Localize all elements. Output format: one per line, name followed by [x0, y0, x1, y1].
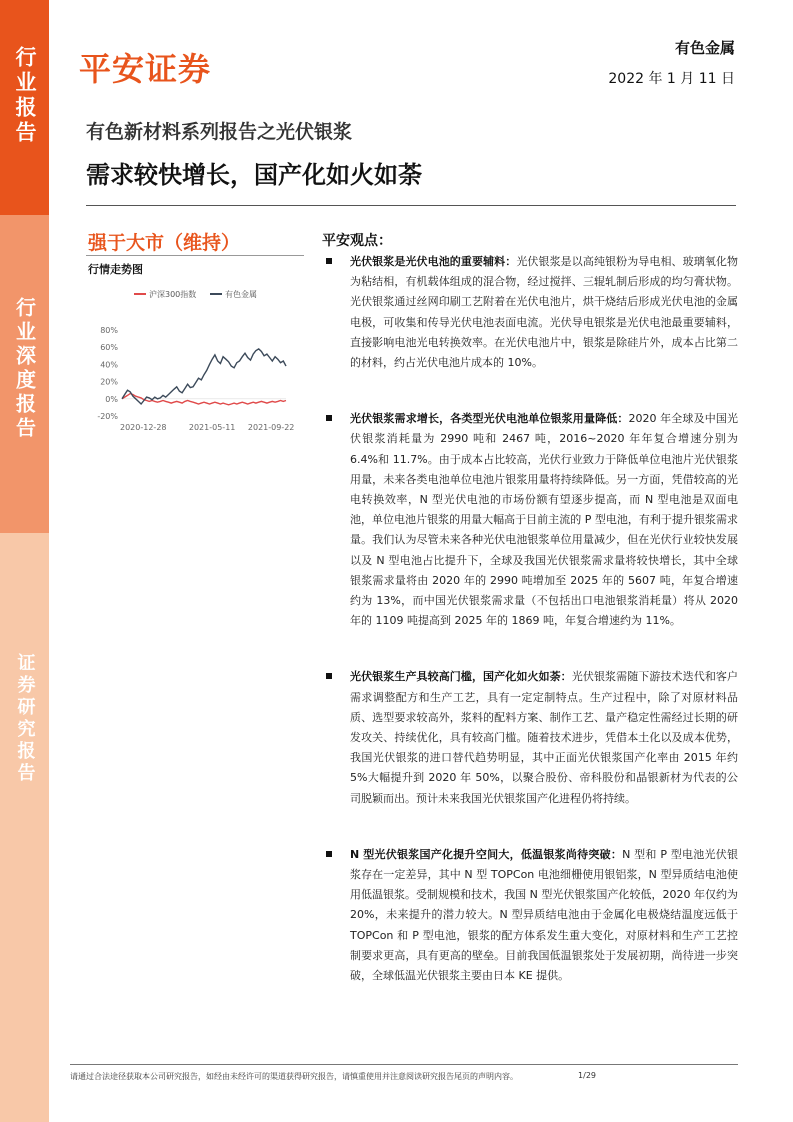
trend-chart [86, 282, 308, 440]
viewpoint-list [322, 252, 738, 986]
viewpoint-item-2 [322, 409, 738, 631]
viewpoint-item-4 [322, 845, 738, 986]
footer-divider [70, 1064, 738, 1065]
viewpoint-body-2: 2020 年全球及中国光伏银浆消耗量为 2990 吨和 2467 吨，2016~2020 年年复合增速分别为 6.4%和 11.7%。由于成本占比较高，光伏行业致力于降低单位电池片光伏银浆用量，未来各类电池单位电池片银浆用量将持续降低。另一方面，凭借较高的光电转换效率，N 型光伏电池的市场份额有望逐步提高，而 N 型电池是双面电池，单位电池片银浆的用量大幅高于目前主流的 P 型电池，有利于提升银浆需求量。我们认为尽管未来各种光伏电池银浆单位用量减少，但在光伏行业较快发展以及 N 型电池占比提升下，全球及我国光伏银浆需求量将较快增长，其中全球银浆需求量将由 2020 年的 2990 吨增加至 2025 年的 5607 吨，年复合增速约为 13%，而中国光伏银浆需求量（不包括出口电池银浆消耗量）将从 2020 年的 1109 吨提高到 2025 年的 1869 吨，年复合增速约为 11%。 [350, 412, 738, 628]
legend-label-nonferrous: 有色金属 [225, 290, 257, 299]
sidebar-industry-depth-report [0, 215, 49, 533]
viewpoint-head-3: 光伏银浆生产具较高门槛，国产化如火如荼： [350, 670, 572, 684]
sidebar-label-2: 行业深度报告 [12, 297, 37, 441]
page-title: 需求较快增长，国产化如火如荼 [86, 161, 422, 189]
sidebar-industry-report [0, 0, 49, 215]
x-tick-label: 2020-12-28 [120, 423, 167, 432]
viewpoint-head-4: N 型光伏银浆国产化提升空间大，低温银浆尚待突破： [350, 847, 623, 861]
trend-chart-label: 行情走势图 [88, 263, 143, 276]
y-tick-label: -20% [97, 412, 118, 421]
chart-legend [134, 289, 257, 299]
sidebar-securities-research-report [0, 533, 49, 1122]
page-number: 1/29 [578, 1071, 596, 1080]
company-logo: 平安证券 [79, 50, 212, 88]
viewpoint-item-3 [322, 667, 738, 808]
series-title: 有色新材料系列报告之光伏银浆 [86, 121, 353, 143]
viewpoint-item-1 [322, 252, 738, 373]
investment-rating: 强于大市（维持） [88, 232, 241, 254]
viewpoint-head-2: 光伏银浆需求增长，各类型光伏电池单位银浆用量降低： [350, 412, 629, 426]
title-divider [86, 205, 736, 206]
y-tick-label: 40% [100, 360, 118, 370]
y-tick-label: 0% [105, 394, 118, 404]
y-tick-label: 60% [100, 343, 118, 353]
sidebar-label-1: 行业报告 [13, 46, 37, 146]
rating-divider [86, 255, 304, 256]
report-date: 2022 年 1 月 11 日 [608, 71, 735, 87]
y-tick-label: 80% [100, 326, 118, 335]
series-line-csi300 [122, 394, 286, 405]
viewpoint-body-3: 光伏银浆需随下游技术迭代和客户需求调整配方和生产工艺，具有一定定制特点。生产过程中，除了对原材料品质、选型要求较高外，浆料的配料方案、制作工艺、量产稳定性需经过长期的研发攻关、持续优化，具有较高门槛。随着技术进步，凭借本土化以及成本优势，我国光伏银浆的进口替代趋势明显，其中正面光伏银浆国产化率由 2015 年约 5%大幅提升到 2020 年 50%，以聚合股份、帝科股份和晶银新材为代表的公司脱颖而出。预计未来我国光伏银浆国产化进程仍将持续。 [350, 670, 738, 805]
viewpoint-body-4: N 型和 P 型电池光伏银浆存在一定差异，其中 N 型 TOPCon 电池细栅使用银铝浆，N 型异质结电池使用低温银浆。受制规模和技术，我国 N 型光伏银浆国产化较低，2020 年仅约为 20%，未来提升的潜力较大。N 型异质结电池由于金属化电极烧结温度远低于 TOPCon 和 P 型电池，银浆的配方体系发生重大变化，对原材料和生产工艺控制要求更高，具有更高的壁垒。目前我国低温银浆处于发展初期，尚待进一步突破，全球低温光伏银浆主要由日本 KE 提供。 [350, 847, 738, 983]
series-line-nonferrous [122, 349, 286, 404]
sidebar-label-3: 证券研究报告 [14, 653, 36, 785]
bullet-square-icon [326, 851, 332, 857]
bullet-square-icon [326, 258, 332, 264]
industry-category: 有色金属 [674, 39, 735, 57]
x-tick-label: 2021-09-22 [247, 423, 295, 432]
viewpoint-body-1: 光伏银浆是以高纯银粉为导电相、玻璃氧化物为粘结相，有机载体组成的混合物，经过搅拌、三辊轧制后形成的均匀膏状物。光伏银浆通过丝网印刷工艺附着在光伏电池片，烘干烧结后形成光伏电池的金属电极，可收集和传导光伏电池表面电流。光伏导电银浆是光伏电池最重要辅料，直接影响电池光电转换效率。在光伏电池片中，银浆是除硅片外，成本占比第二的材料，约占光伏电池片成本的 10%。 [350, 255, 739, 370]
x-tick-label: 2021-05-11 [188, 423, 236, 432]
bullet-square-icon [326, 673, 332, 679]
legend-label-csi300: 沪深300指数 [149, 290, 197, 299]
view-title: 平安观点： [322, 233, 392, 249]
footer-disclaimer: 请通过合法途径获取本公司研究报告，如经由未经许可的渠道获得研究报告，请慎重使用并注意阅读研究报告尾页的声明内容。 [70, 1072, 518, 1081]
viewpoint-head-1: 光伏银浆是光伏电池的重要辅料： [350, 255, 517, 268]
y-tick-label: 20% [100, 377, 118, 387]
bullet-square-icon [326, 415, 332, 421]
